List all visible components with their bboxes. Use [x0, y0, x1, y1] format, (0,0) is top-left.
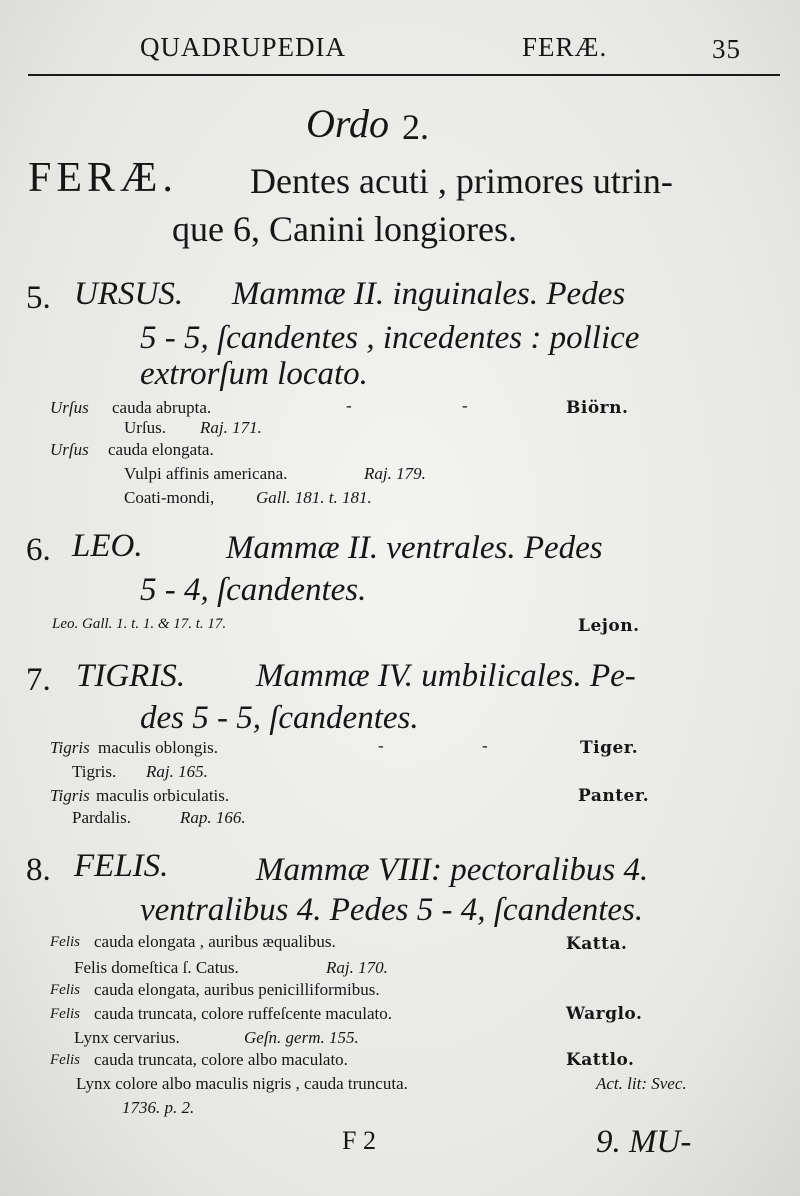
species-name: Urſus — [50, 398, 89, 417]
synonym: Pardalis. — [72, 808, 132, 827]
running-head-left: QUADRUPEDIA — [140, 32, 346, 62]
species-name: Felis — [50, 934, 80, 950]
genus-name: TIGRIS. — [76, 658, 186, 694]
vernacular-name: Panter. — [578, 786, 650, 806]
species-name: Urſus — [50, 440, 89, 459]
catchword: 9. MU- — [596, 1124, 692, 1160]
synonym-reference: Raj. 179. — [364, 464, 426, 483]
species-name: Tigris — [50, 738, 90, 757]
ordo-number: 2. — [402, 107, 429, 147]
genus-description-line2: ventralibus 4. Pedes 5 - 4, ſcandentes. — [140, 892, 644, 928]
synonym-reference: Raj. 170. — [326, 958, 388, 977]
synonym: Lynx cervarius. — [74, 1028, 180, 1047]
genus-number: 5. — [26, 280, 51, 316]
vernacular-name: Katta. — [566, 934, 628, 954]
genus-name: FELIS. — [74, 848, 169, 884]
synonym: Felis domeſtica ſ. Catus. — [74, 958, 239, 977]
genus-description-line2: 5 - 4, ſcandentes. — [140, 572, 367, 608]
synonym-reference: Gall. 181. t. 181. — [256, 488, 372, 507]
genus-description-line1: Mammæ II. ventrales. Pedes — [226, 530, 603, 566]
vernacular-name: Warglo. — [566, 1004, 643, 1024]
separator-dash: - — [378, 736, 384, 755]
species-diagnosis: cauda elongata , auribus æqualibus. — [94, 932, 336, 951]
order-name: FERÆ. — [28, 155, 178, 201]
genus-number: 8. — [26, 852, 51, 888]
synonym-reference: Act. lit: Svec. — [596, 1074, 687, 1093]
running-head-right: FERÆ. — [522, 32, 608, 62]
synonym: Coati-mondi, — [124, 488, 215, 507]
species-diagnosis: maculis orbiculatis. — [96, 786, 230, 805]
page-number: 35 — [712, 34, 741, 64]
separator-dash: - — [482, 736, 488, 755]
genus-name: URSUS. — [74, 276, 184, 312]
species-diagnosis: maculis oblongis. — [98, 738, 218, 757]
separator-dash: - — [346, 396, 352, 415]
species-diagnosis: cauda truncata, colore albo maculato. — [94, 1050, 348, 1069]
vernacular-name: Lejon. — [578, 616, 640, 636]
ordo-label: Ordo — [306, 101, 389, 146]
signature-mark: F 2 — [342, 1126, 376, 1155]
vernacular-name: Tiger. — [580, 738, 639, 758]
header-rule — [28, 74, 780, 76]
genus-description-line1: Mammæ IV. umbilicales. Pe- — [256, 658, 636, 694]
species-name: Felis — [50, 1052, 80, 1068]
species-name: Felis — [50, 1006, 80, 1022]
vernacular-name: Biörn. — [566, 398, 629, 418]
synonym: Lynx colore albo maculis nigris , cauda truncuta. — [76, 1074, 408, 1093]
vernacular-name: Kattlo. — [566, 1050, 635, 1070]
synonym-reference: Raj. 165. — [146, 762, 208, 781]
genus-number: 6. — [26, 532, 51, 568]
genus-description-line2: des 5 - 5, ſcandentes. — [140, 700, 419, 736]
synonym-reference: Raj. 171. — [200, 418, 262, 437]
genus-description-line1: Mammæ VIII: pectoralibus 4. — [256, 852, 649, 888]
separator-dash: - — [462, 396, 468, 415]
order-description-line1: Dentes acuti , primores utrin- — [250, 161, 673, 201]
synonym: Tigris. — [72, 762, 117, 781]
synonym: Urſus. — [124, 418, 167, 437]
genus-name: LEO. — [72, 528, 143, 564]
species-diagnosis: cauda truncata, colore ruffeſcente maculato. — [94, 1004, 392, 1023]
species-diagnosis: cauda elongata. — [108, 440, 214, 459]
species-name: Felis — [50, 982, 80, 998]
genus-description-line3: extrorſum locato. — [140, 356, 368, 392]
synonym-reference-continued: 1736. p. 2. — [122, 1098, 195, 1117]
synonym: Vulpi affinis americana. — [124, 464, 288, 483]
synonym-reference: Rap. 166. — [180, 808, 246, 827]
species-reference: Leo. Gall. 1. t. 1. & 17. t. 17. — [52, 616, 227, 632]
synonym-reference: Geſn. germ. 155. — [244, 1028, 359, 1047]
species-diagnosis: cauda abrupta. — [112, 398, 212, 417]
genus-number: 7. — [26, 662, 51, 698]
order-description-line2: que 6, Canini longiores. — [172, 209, 517, 249]
species-diagnosis: cauda elongata, auribus penicilliformibus. — [94, 980, 380, 999]
genus-description-line2: 5 - 5, ſcandentes , incedentes : pollice — [140, 320, 640, 356]
genus-description-line1: Mammæ II. inguinales. Pedes — [232, 276, 626, 312]
species-name: Tigris — [50, 786, 90, 805]
